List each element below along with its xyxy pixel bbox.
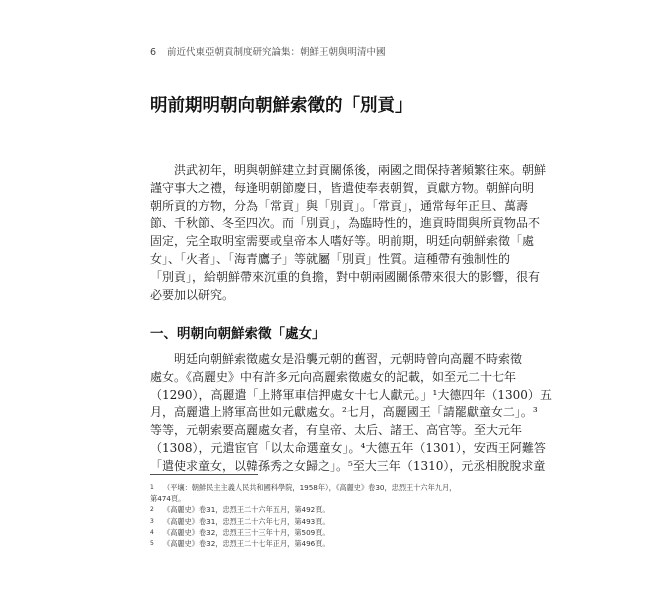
paragraph-line: 固定，完全取明室需要或皇帝本人嗜好等。明前期，明廷向朝鮮索徵「處 (150, 234, 535, 249)
page-number: 6 (150, 47, 157, 58)
paragraph-line: 「遣使求童女，以韓孫秀之女歸之」。⁵至大三年（1310），元丞相脫脫求童 (150, 458, 546, 473)
footnote-number: 4 (150, 528, 154, 536)
paragraph-line: 洪武初年，明與朝鮮建立封貢關係後，兩國之間保持著頻繁往來。朝鮮 (150, 163, 547, 177)
paragraph-line: 月，高麗遣上將軍高世如元獻處女。²七月，高麗國王「請罷獻童女二」。³ (150, 405, 538, 420)
paragraph-line: 明廷向朝鮮索徵處女是沿襲元朝的舊習，元朝時曾向高麗不時索徵 (150, 352, 523, 366)
footnote-text: 《高麗史》卷32，忠烈王三十三年十月，第509頁。 (163, 527, 330, 537)
paragraph-line: 必要加以研究。 (150, 287, 235, 302)
paragraph-line: 等等，元朝索要高麗處女者，有皇帝、太后、諸王、高官等。至大元年 (150, 423, 523, 438)
footnote-text: 《高麗史》卷32，忠烈王二十七年正月，第496頁。 (163, 539, 330, 549)
footnote-rule (150, 474, 258, 475)
footnote-number: 1 (150, 484, 154, 491)
chapter-title: 明前期明朝向朝鮮索徵的「別貢」 (150, 96, 413, 116)
footnote-text: 《高麗史》卷31，忠烈王二十六年五月，第492頁。 (163, 505, 330, 515)
footnotes (150, 482, 495, 549)
paragraph-2 (150, 351, 552, 476)
footnote-text: 《高麗史》卷31，忠烈王二十六年七月，第493頁。 (163, 516, 330, 526)
footnote (150, 538, 495, 549)
paragraph-line: 謹守事大之禮，每逢明朝節慶日，皆遣使奉表朝賀，貢獻方物。朝鮮向明 (150, 180, 535, 195)
paragraph-line: 節、千秋節、冬至四次。而「別貢」，為臨時性的，進貢時間與所貢物品不 (150, 216, 541, 231)
footnote-number: 2 (150, 506, 154, 514)
footnote-continuation: 第474頁。 (150, 494, 186, 504)
section-heading: 一、明朝向朝鮮索徵「處女」 (150, 326, 326, 342)
paragraph-line: 朝所貢的方物，分為「常貢」與「別貢」。「常貢」，通常每年正旦、萬壽 (150, 198, 529, 213)
footnote (150, 482, 495, 493)
running-header (150, 44, 500, 58)
paragraph-line: 女」、「火者」、「海青鷹子」等就屬「別貢」性質。這種帶有強制性的 (150, 251, 511, 266)
footnote-text: （平壤：朝鮮民主主義人民共和國科學院，1958年），《高麗史》卷30，忠烈王十六年九月， (163, 483, 457, 492)
footnote (150, 516, 495, 527)
paragraph-line: （1308），元遣宦官「以太命選童女」。⁴大德五年（1301），安西王阿難答 (150, 440, 546, 455)
paragraph-line: 「別貢」，給朝鮮帶來沉重的負擔，對中朝兩國關係帶來很大的影響，很有 (150, 269, 541, 284)
running-title: 前近代東亞朝貢制度研究論集：朝鮮王朝與明清中國 (167, 47, 386, 58)
footnote-number: 3 (150, 517, 154, 525)
paragraph-line: （1290），高麗遣「上將軍車信押處女十七人獻元。」¹大德四年（1300）五 (150, 387, 552, 402)
footnote (150, 504, 495, 515)
footnote (150, 527, 495, 538)
paragraph-1 (150, 162, 547, 304)
paragraph-line: 處女。《高麗史》中有許多元向高麗索徵處女的記載，如至元二十七年 (150, 369, 517, 384)
footnote-number: 5 (150, 540, 154, 548)
